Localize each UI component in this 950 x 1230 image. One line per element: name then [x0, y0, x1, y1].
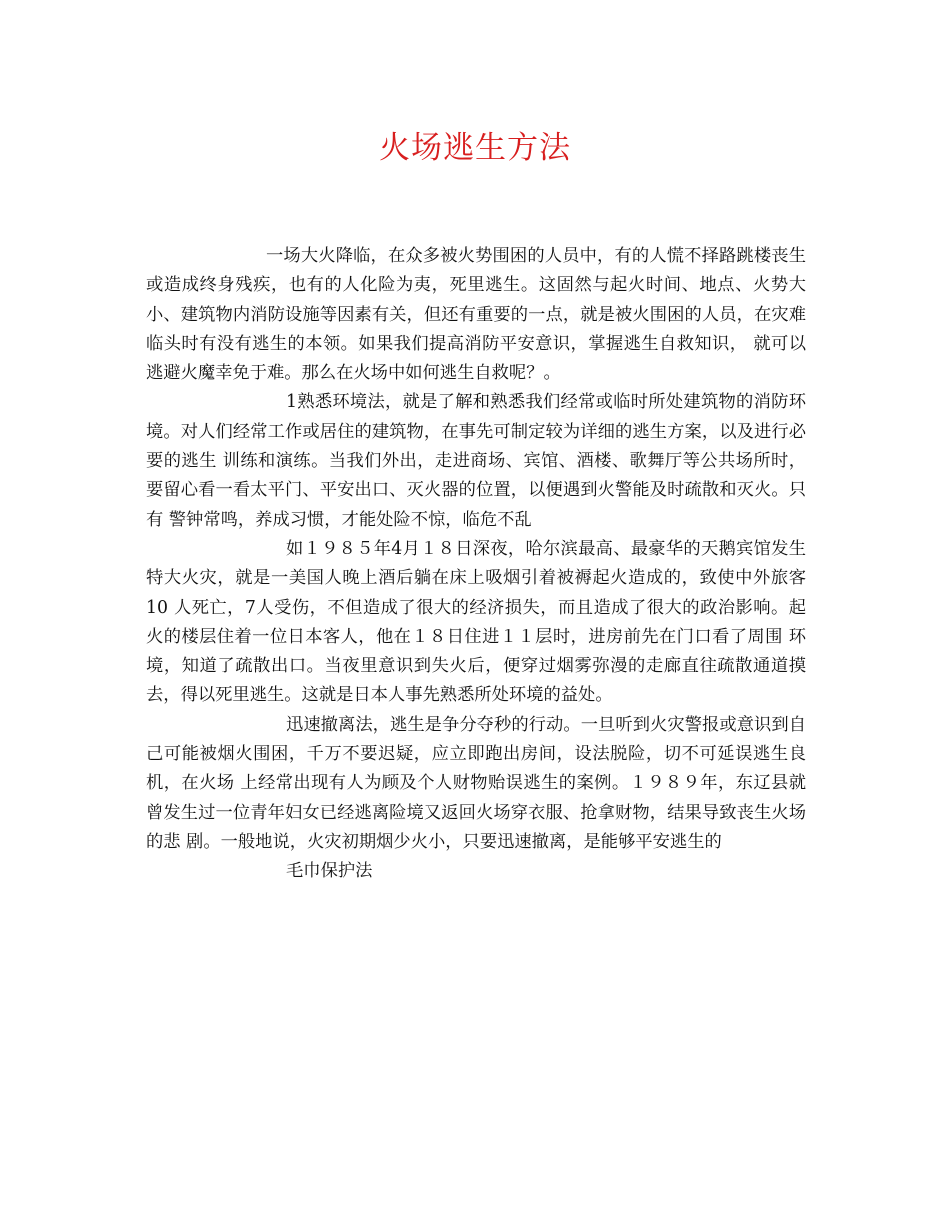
paragraph-harbin-example: 如１９８５年4月１８日深夜，哈尔滨最高、最豪华的天鹅宾馆发生特大火灾，就是一美国人晚上酒后躺在床上吸烟引着被褥起火造成的，致使中外旅客10 人死亡，7人受伤，不但造成了很大的经济损失，而且造成了很大的政治影响。起火的楼层住着一位日本客人，他在１８日住进１１层时，进房前先在门口看了周围 环境，知道了疏散出口。当夜里意识到失火后，便穿过烟雾弥漫的走廊直往疏散通道摸去，得以死里逃生。这就是日本人事先熟悉所处环境的益处。 — [146, 538, 806, 706]
paragraph-quick-evacuation-method: 迅速撤离法，逃生是争分夺秒的行动。一旦听到火灾警报或意识到自己可能被烟火围困，千万不要迟疑，应立即跑出房间，设法脱险，切不可延误逃生良机，在火场 上经常出现有人为顾及个人财物贻误逃生的案例。１９８９年，东辽县就曾发生过一位青年妇女已经逃离险境又返回火场穿衣服、抢拿财物，结果导致丧生火场的悲 剧。一般地说，火灾初期烟少火小，只要迅速撤离，是能够平安逃生的 — [146, 714, 806, 852]
document-title: 火场逃生方法 — [379, 130, 571, 166]
paragraph-familiar-environment-method: 1熟悉环境法，就是了解和熟悉我们经常或临时所处建筑物的消防环境。对人们经常工作或居住的建筑物，在事先可制定较为详细的逃生方案，以及进行必要的逃生 训练和演练。当我们外出，走进商场、宾馆、酒楼、歌舞厅等公共场所时，要留心看一看太平门、平安出口、灭火器的位置，以便遇到火警能及时疏散和灭火。只有 警钟常鸣，养成习惯，才能处险不惊，临危不乱 — [146, 392, 806, 530]
section-heading-towel-protection: 毛巾保护法 — [286, 861, 373, 882]
document-body — [146, 242, 806, 887]
paragraph-intro: 一场大火降临，在众多被火势围困的人员中，有的人慌不择路跳楼丧生或造成终身残疾，也有的人化险为夷，死里逃生。这固然与起火时间、地点、火势大 小、建筑物内消防设施等因素有关，但还有重要的一点，就是被火围困的人员，在灾难临头时有没有逃生的本领。如果我们提高消防平安意识，掌握逃生自救知识， 就可以逃避火魔幸免于难。那么在火场中如何逃生自救呢？。 — [146, 246, 806, 384]
